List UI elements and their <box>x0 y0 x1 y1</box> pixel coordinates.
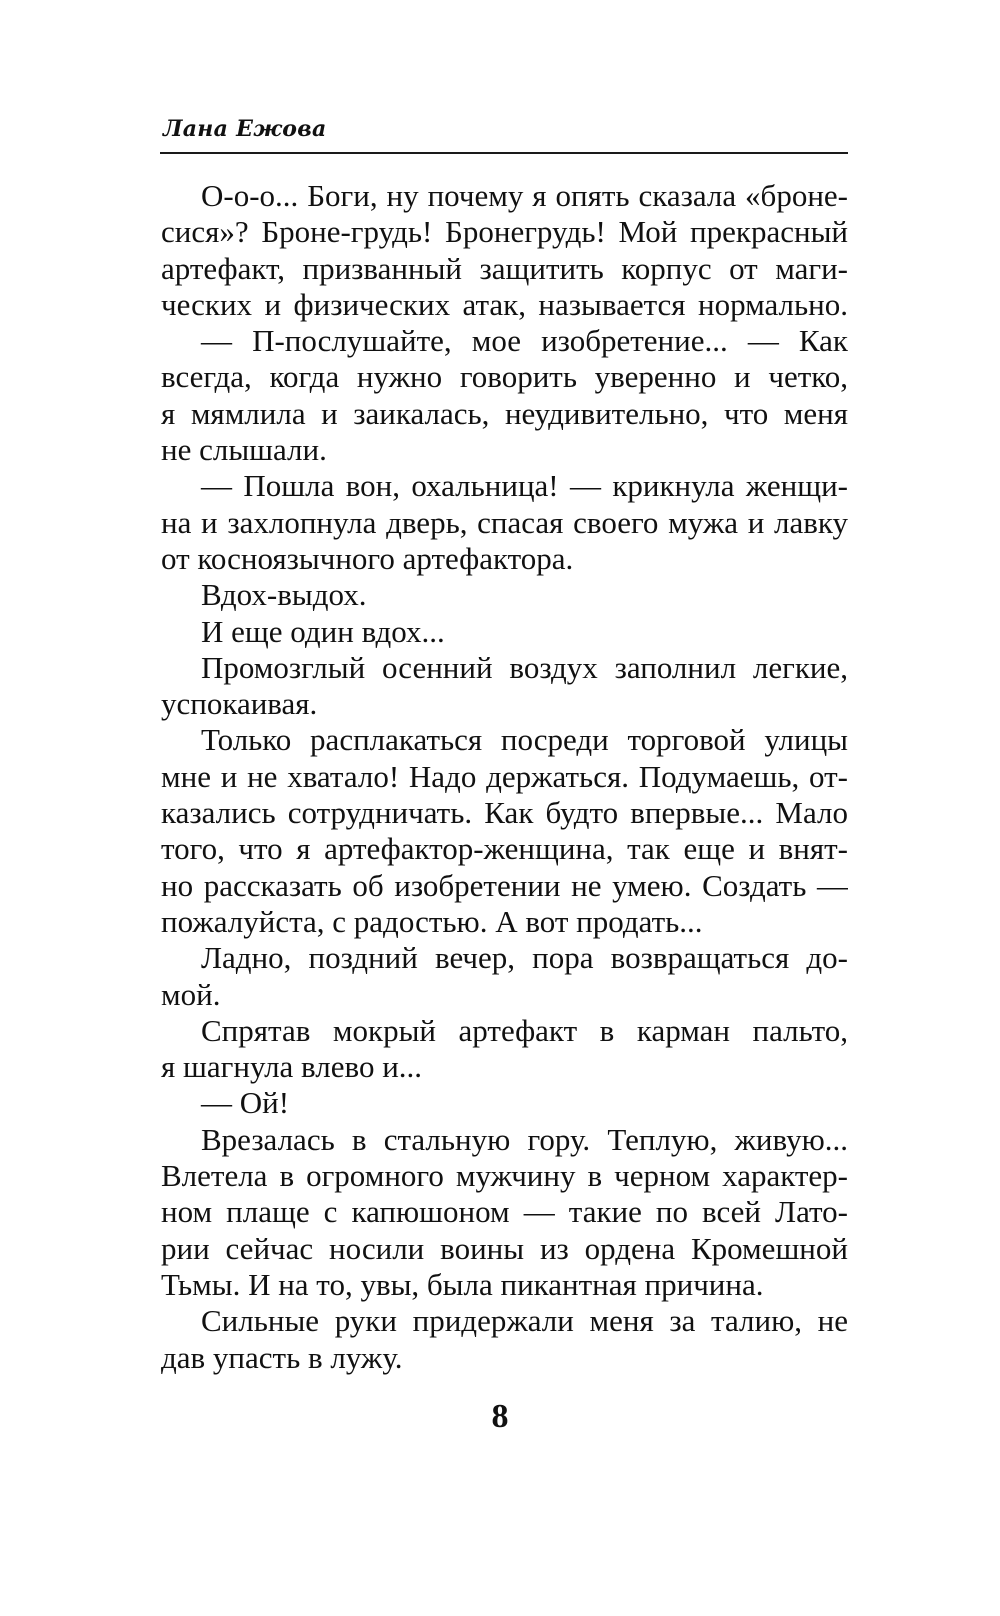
text-line: — Ой! <box>201 1085 290 1121</box>
text-line: ческих и физических атак, называется нормально. <box>161 286 848 322</box>
text-line: на и захлопнула дверь, спасая своего мужа и лавку <box>161 504 848 540</box>
text-line: я шагнула влево и... <box>161 1049 423 1085</box>
text-line: но рассказать об изобретении не умею. Создать — <box>161 867 848 903</box>
text-line: Врезалась в стальную гору. Теплую, живую... <box>201 1121 848 1157</box>
text-line: сися»? Броне-грудь! Бронегрудь! Мой прекрасный <box>161 214 848 250</box>
text-line: дав упасть в лужу. <box>161 1339 403 1375</box>
page-number: 8 <box>491 1398 509 1435</box>
text-line: пожалуйста, с радостью. А вот продать... <box>161 903 703 939</box>
text-line: артефакт, призванный защитить корпус от маги- <box>161 250 848 286</box>
text-line: Тьмы. И на то, увы, была пикантная причина. <box>161 1266 764 1302</box>
body-text <box>161 178 848 1376</box>
text-line: ном плаще с капюшоном — такие по всей Лато- <box>161 1194 848 1230</box>
text-line: Промозглый осенний воздух заполнил легкие, <box>201 649 848 685</box>
text-line: И еще один вдох... <box>201 613 445 649</box>
text-line: всегда, когда нужно говорить уверенно и четко, <box>161 359 848 395</box>
text-line: Только расплакаться посреди торговой улицы <box>201 722 848 758</box>
text-line: — Пошла вон, охальница! — крикнула женщи- <box>201 468 848 504</box>
text-line: мне и не хватало! Надо держаться. Подумаешь, от- <box>161 758 848 794</box>
text-line: рии сейчас носили воины из ордена Кромешной <box>161 1230 848 1266</box>
text-line: мой. <box>161 976 221 1012</box>
text-line: казались сотрудничать. Как будто впервые... Мало <box>161 795 848 831</box>
text-line: Вдох-выдох. <box>201 577 367 613</box>
text-line: я мямлила и заикалась, неудивительно, что меня <box>161 395 848 431</box>
text-line: Спрятав мокрый артефакт в карман пальто, <box>201 1012 848 1048</box>
running-head-author: Лана Ежова <box>163 116 327 142</box>
text-line: успокаивая. <box>161 686 318 722</box>
text-line: О-о-о... Боги, ну почему я опять сказала «броне- <box>201 178 848 213</box>
text-line: Ладно, поздний вечер, пора возвращаться до- <box>201 940 848 976</box>
text-line: того, что я артефактор-женщина, так еще и внят- <box>161 831 848 867</box>
text-line: от косноязычного артефактора. <box>161 540 574 576</box>
header-rule <box>160 152 848 154</box>
text-line: Сильные руки придержали меня за талию, не <box>201 1303 848 1339</box>
text-line: Влетела в огромного мужчину в черном характер- <box>161 1158 848 1194</box>
text-line: — П-послушайте, мое изобретение... — Как <box>201 323 848 359</box>
text-line: не слышали. <box>161 432 327 468</box>
